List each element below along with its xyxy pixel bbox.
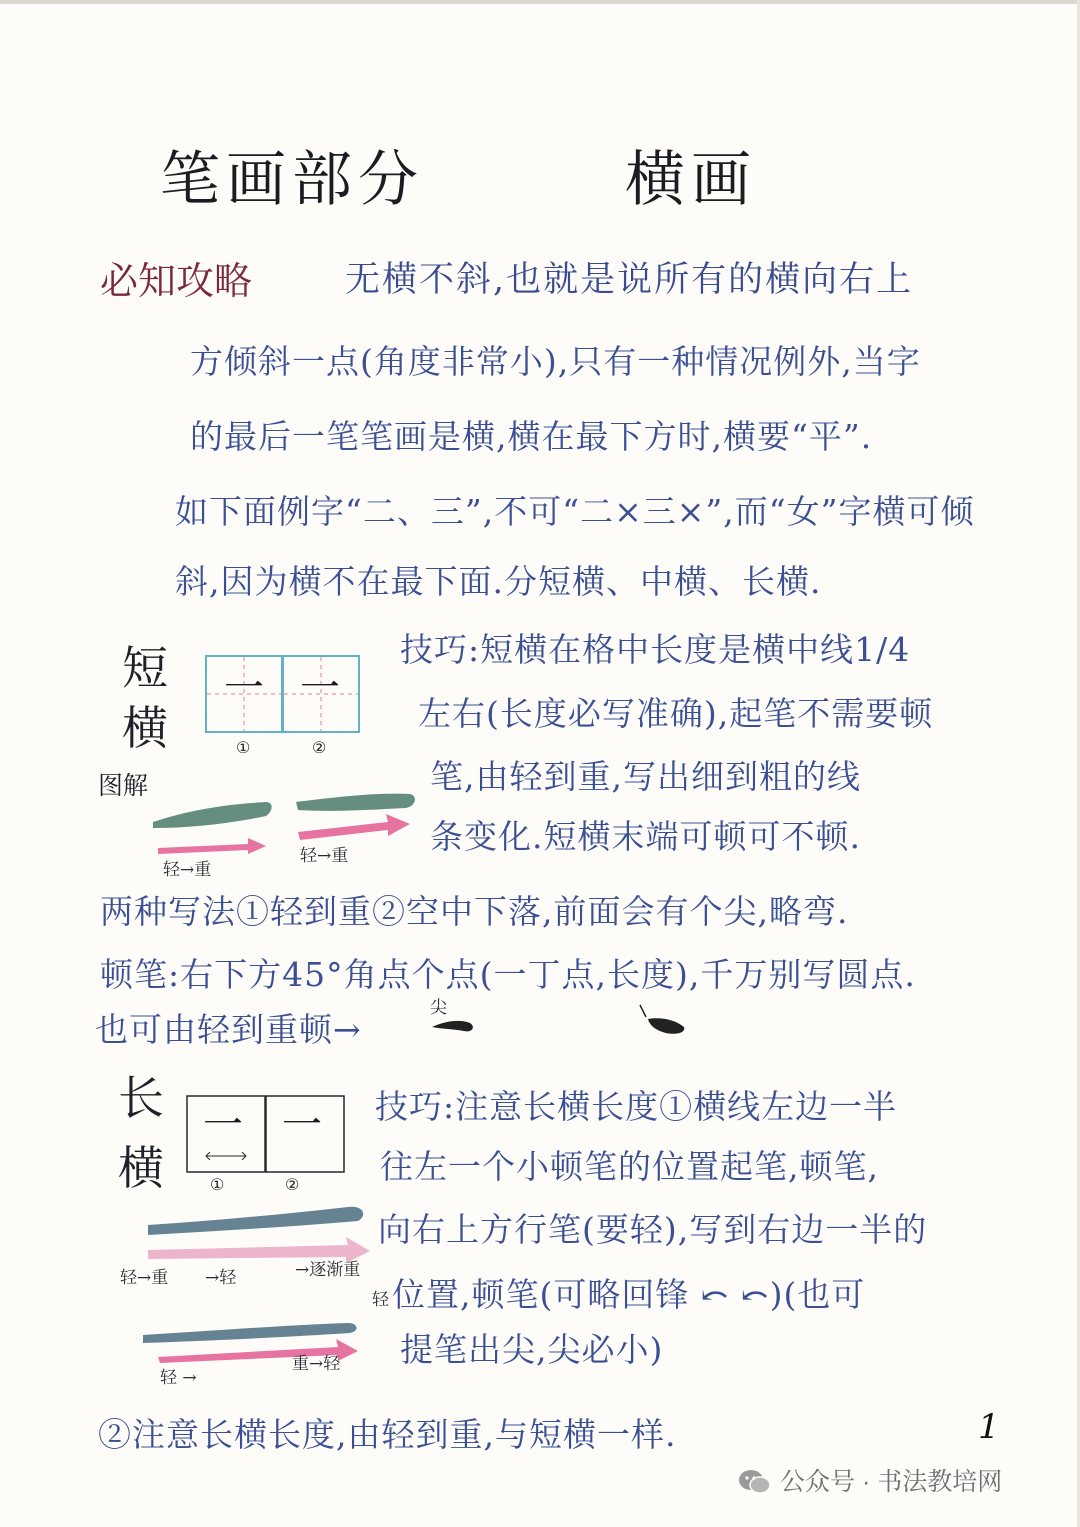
two-methods-line: 两种写法①轻到重②空中下落,前面会有个尖,略弯. xyxy=(100,892,849,931)
long-num-1: ① xyxy=(210,1175,225,1194)
intro-line-5: 斜,因为横不在最下面.分短横、中横、长横. xyxy=(175,562,822,601)
title-right: 横画 xyxy=(625,145,757,215)
long-arrow-label-a: 轻→重 xyxy=(120,1268,169,1288)
short-tip-4: 条变化.短横末端可顿可不顿. xyxy=(430,817,861,856)
short-tip-1: 技巧:短横在格中长度是横中线1/4 xyxy=(400,630,911,669)
intro-line-1: 无横不斜,也就是说所有的横向右上 xyxy=(345,260,914,300)
short-grid-char-1: 一 xyxy=(224,665,264,711)
long-label-2: 横 xyxy=(118,1141,164,1195)
long-arrow-label-b: →轻 xyxy=(205,1268,237,1288)
short-tip-2: 左右(长度必写准确),起笔不需要顿 xyxy=(418,694,934,733)
long-tip-5: 提笔出尖,尖必小) xyxy=(400,1330,664,1369)
long-grid-char-1: 一 xyxy=(203,1102,243,1148)
long-note-2: ②注意长横长度,由轻到重,与短横一样. xyxy=(98,1415,677,1454)
long-arrow-label-e: 轻 → xyxy=(160,1368,197,1388)
short-num-2: ② xyxy=(312,738,327,757)
dun-brush-marks xyxy=(430,1005,690,1045)
short-label-2: 横 xyxy=(122,701,168,755)
long-tip-3: 向右上方行笔(要轻),写到右边一半的 xyxy=(378,1210,928,1249)
title-left: 笔画部分 xyxy=(160,145,424,215)
wechat-icon xyxy=(738,1468,772,1496)
intro-line-2: 方倾斜一点(角度非常小),只有一种情况例外,当字 xyxy=(190,342,921,381)
long-label-1: 长 xyxy=(118,1071,164,1125)
must-know-heading: 必知攻略 xyxy=(100,259,253,303)
long-num-2: ② xyxy=(285,1175,300,1194)
long-tip-2: 往左一个小顿笔的位置起笔,顿笔, xyxy=(380,1147,879,1186)
long-arrow-label-d: 轻 xyxy=(372,1290,389,1310)
long-grid-char-2: 一 xyxy=(282,1102,322,1148)
dun-stroke-line: 顿笔:右下方45°角点个点(一丁点,长度),千万别写圆点. xyxy=(100,955,916,994)
diagram-caption: 图解 xyxy=(98,771,149,800)
footer-watermark: 公众号 · 书法教培网 xyxy=(780,1468,1003,1496)
short-arrow-label-1: 轻→重 xyxy=(163,860,212,880)
short-num-1: ① xyxy=(236,738,251,757)
intro-line-4: 如下面例字“二、三”,不可“二×三×”,而“女”字横可倾 xyxy=(175,492,975,531)
short-tip-3: 笔,由轻到重,写出细到粗的线 xyxy=(430,757,861,796)
tip-tag: 尖 xyxy=(430,998,447,1018)
long-arrow-label-f: 重→轻 xyxy=(292,1354,341,1374)
short-arrow-label-2: 轻→重 xyxy=(300,846,349,866)
scan-top-edge xyxy=(0,0,1080,4)
intro-line-3: 的最后一笔笔画是横,横在最下方时,横要“平”. xyxy=(190,417,873,456)
long-tip-4: 位置,顿笔(可略回锋 ⤺ ⤺)(也可 xyxy=(392,1275,866,1314)
heavy-dun-line: 也可由轻到重顿→ xyxy=(95,1010,362,1049)
long-arrow-label-c: →逐渐重 xyxy=(295,1260,361,1280)
short-grid-char-2: 一 xyxy=(300,665,340,711)
page-number: 1 xyxy=(978,1407,1000,1447)
short-label-1: 短 xyxy=(122,641,168,695)
long-tip-1: 技巧:注意长横长度①横线左边一半 xyxy=(375,1087,898,1126)
